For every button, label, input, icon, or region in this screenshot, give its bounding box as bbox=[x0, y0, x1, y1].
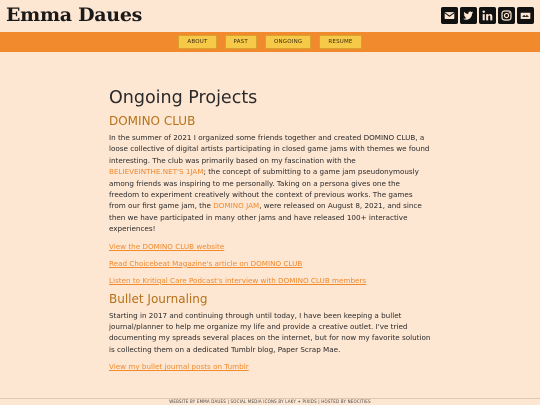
page-title: Ongoing Projects bbox=[109, 88, 258, 108]
portfolio-icon[interactable] bbox=[517, 7, 534, 24]
tumblr-link[interactable]: View my bullet journal posts on Tumblr bbox=[109, 362, 249, 372]
site-title[interactable]: Emma Daues bbox=[6, 4, 143, 26]
bullet-journal-section bbox=[109, 292, 431, 373]
kritiqal-care-link[interactable]: Listen to Kritiqal Care Podcast's interview with DOMINO CLUB members bbox=[109, 275, 367, 285]
social-links bbox=[441, 7, 534, 24]
site-header bbox=[0, 0, 540, 32]
nav-past[interactable]: PAST bbox=[225, 35, 257, 49]
domino-club-heading: DOMINO CLUB bbox=[109, 114, 196, 128]
domino-website-link[interactable]: View the DOMINO CLUB website bbox=[109, 241, 225, 251]
main-content bbox=[109, 88, 431, 378]
footer: WEBSITE BY EMMA DAUES | SOCIAL MEDIA ICONS BY LAKY ✦ PIXIDS | HOSTED BY NEOCITIES bbox=[0, 398, 540, 405]
domino-text-2: ; the concept of submitting to a game jam pseudonymously among friends was inspiring to me personally. Taking on a persona gives one the freedom to experiment creatively without the context of previous works. The games from our first game jam, the bbox=[109, 167, 419, 211]
bullet-journal-heading: Bullet Journaling bbox=[109, 291, 208, 306]
domino-club-section bbox=[109, 114, 431, 286]
choicebeat-article-link[interactable]: Read Choicebeat Magazine's article on DOMINO CLUB bbox=[109, 258, 303, 268]
email-icon[interactable] bbox=[441, 7, 458, 24]
instagram-icon[interactable] bbox=[498, 7, 515, 24]
domino-text-3: , were released on August 8, 2021, and since then we have participated in many other jams and have released 100+ interactive experiences! bbox=[109, 201, 422, 234]
domino-text-1: In the summer of 2021 I organized some friends together and created DOMINO CLUB, a loose collective of digital artists participating in closed game jams with themes we found interesting. The club was primarily based on my fascination with the bbox=[109, 133, 430, 165]
nav-resume[interactable]: RESUME bbox=[319, 35, 361, 49]
twitter-icon[interactable] bbox=[460, 7, 477, 24]
nav-ongoing[interactable]: ONGOING bbox=[265, 35, 311, 49]
linkedin-icon[interactable] bbox=[479, 7, 496, 24]
domino-jam-link[interactable]: DOMINO JAM bbox=[213, 201, 260, 211]
believeinthenet-link[interactable]: BELIEVEINTHE.NET'S 1JAM bbox=[109, 167, 204, 177]
main-nav bbox=[0, 32, 540, 52]
bullet-journal-description: Starting in 2017 and continuing through until today, I have been keeping a bullet journal/planner to help me organize my life and provide a creative outlet. I've tried documenting my spreads several places on the internet, but for now my favorite solution is collecting them on a dedicated Tumblr blog, Paper Scrap Mae. bbox=[109, 310, 431, 354]
nav-about[interactable]: ABOUT bbox=[178, 35, 216, 49]
domino-club-description bbox=[109, 132, 431, 235]
